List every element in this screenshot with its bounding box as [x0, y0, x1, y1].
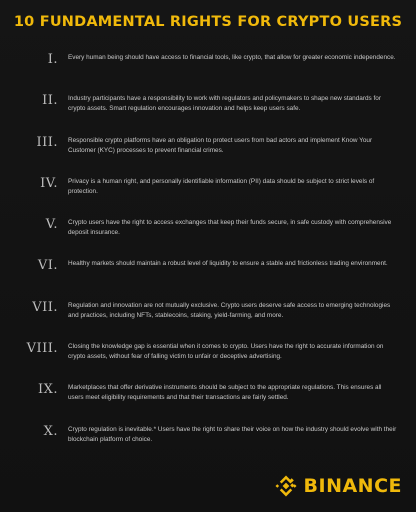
list-item — [0, 254, 416, 295]
list-item — [0, 131, 416, 172]
list-item — [0, 296, 416, 337]
item-text: Healthy markets should maintain a robust level of liquidity to ensure a stable and frictionless trading environment. — [68, 260, 388, 268]
rights-list — [0, 48, 416, 461]
item-numeral: III. — [36, 134, 58, 150]
list-item — [0, 337, 416, 378]
item-text: Crypto users have the right to access exchanges that keep their funds secure, in safe custody with comprehensive deposit insurance. — [68, 219, 392, 237]
item-numeral: IX. — [37, 382, 58, 398]
item-text: Crypto regulation is inevitable.* Users have the right to share their voice on how the industry should evolve with their blockchain platform of choice. — [68, 425, 397, 443]
page-title: 10 FUNDAMENTAL RIGHTS FOR CRYPTO USERS — [13, 14, 403, 30]
list-item — [0, 89, 416, 130]
item-text: Closing the knowledge gap is essential when it comes to crypto. Users have the right to accurate information on crypto assets, without fear of falling victim to unfair or deceptive advertising. — [68, 343, 384, 361]
item-text: Privacy is a human right, and personally identifiable information (PII) data should be subject to strict levels of protection. — [68, 177, 375, 195]
brand-logo — [274, 474, 402, 498]
item-numeral: II. — [42, 93, 58, 109]
item-numeral: V. — [45, 217, 58, 233]
list-item — [0, 213, 416, 254]
brand-name: BINANCE — [303, 475, 402, 497]
item-numeral: VIII. — [26, 341, 58, 357]
item-text: Every human being should have access to financial tools, like crypto, that allow for greater economic independence. — [68, 54, 396, 61]
item-text: Responsible crypto platforms have an obligation to protect users from bad actors and implement Know Your Customer (KYC) processes to prevent financial crimes. — [68, 136, 373, 154]
item-numeral: VII. — [32, 299, 58, 315]
item-numeral: I. — [47, 52, 58, 67]
item-text: Regulation and innovation are not mutually exclusive. Crypto users deserve safe access to emerging technologies and practices, including NFTs, stablecoins, staking, yield-farming, and more. — [68, 301, 391, 319]
item-numeral: X. — [43, 423, 58, 439]
list-item — [0, 420, 416, 461]
item-numeral: VI. — [37, 258, 58, 274]
list-item — [0, 172, 416, 213]
list-item — [0, 48, 416, 89]
item-text: Industry participants have a responsibility to work with regulators and policymakers to shape new standards for crypto assets. Smart regulation encourages innovation and helps keep users safe. — [68, 95, 381, 113]
binance-logo-icon — [274, 474, 298, 498]
list-item — [0, 378, 416, 419]
item-text: Marketplaces that offer derivative instruments should be subject to the appropriate regulations. This ensures all users meet eligibility requirements and that their transactions are fairly settled. — [68, 384, 382, 402]
item-numeral: IV. — [40, 175, 58, 191]
